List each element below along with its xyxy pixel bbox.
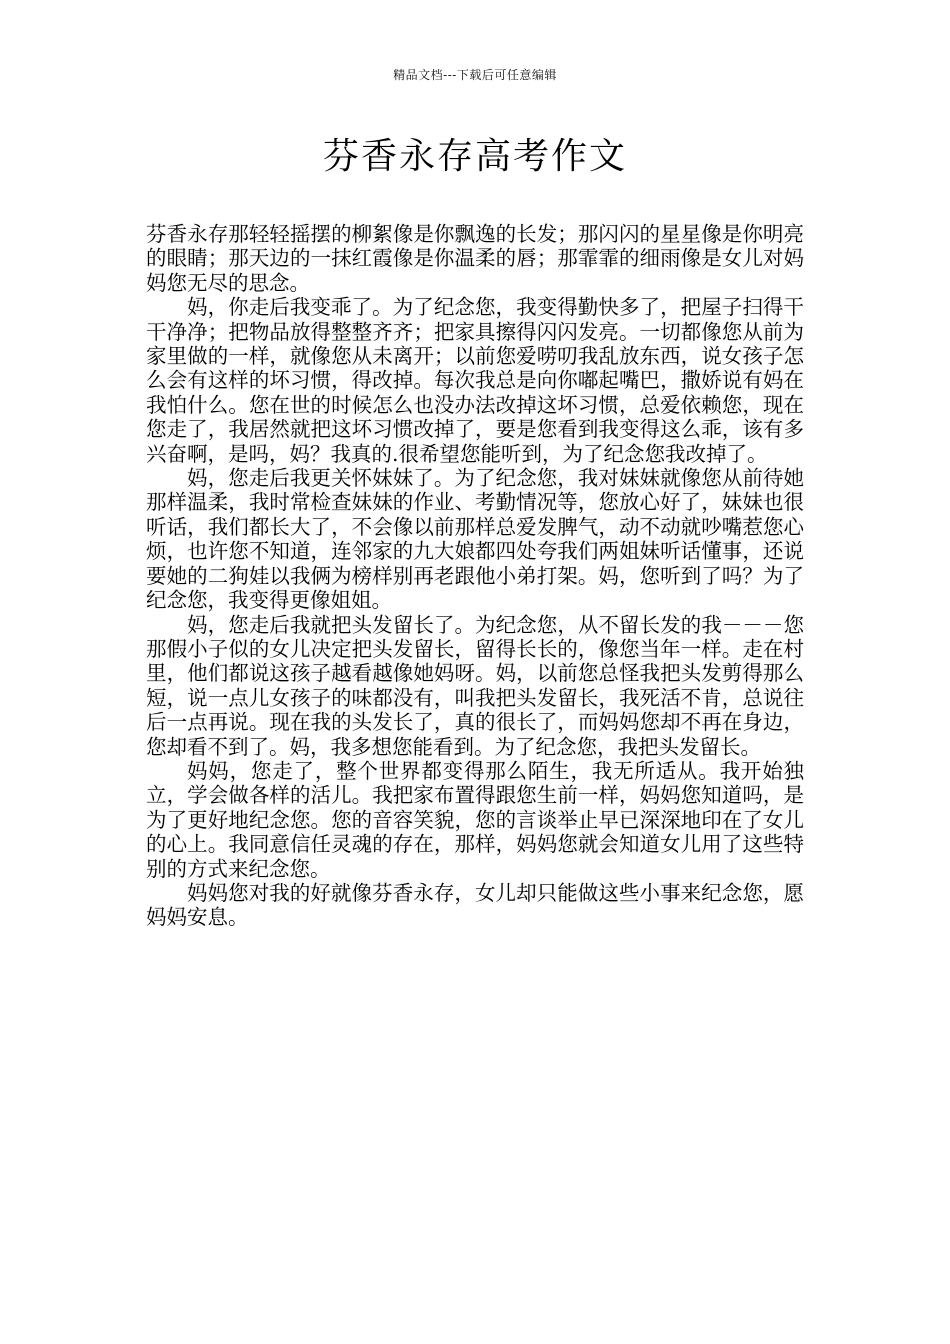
header-note: 精品文档---下载后可任意编辑	[393, 68, 557, 82]
document-body	[146, 222, 804, 930]
paragraph-5: 妈妈，您走了，整个世界都变得那么陌生，我无所适从。我开始独立，学会做各样的活儿。我把家布置得跟您生前一样，妈妈您知道吗，是为了更好地纪念您。您的音容笑貌，您的言谈举止早已深深地印在了女儿的心上。我同意信任灵魂的存在，那样，妈妈您就会知道女儿用了这些特别的方式来纪念您。	[146, 758, 804, 881]
paragraph-2: 妈，你走后我变乖了。为了纪念您，我变得勤快多了，把屋子扫得干干净净；把物品放得整整齐齐；把家具擦得闪闪发亮。一切都像您从前为家里做的一样，就像您从未离开；以前您爱唠叨我乱放东西，说女孩子怎么会有这样的坏习惯，得改掉。每次我总是向你嘟起嘴巴，撒娇说有妈在我怕什么。您在世的时候怎么也没办法改掉这坏习惯，总爱依赖您，现在您走了，我居然就把这坏习惯改掉了，要是您看到我变得这么乖，该有多兴奋啊，是吗，妈？我真的.很希望您能听到，为了纪念您我改掉了。	[146, 295, 804, 466]
paragraph-3: 妈，您走后我更关怀妹妹了。为了纪念您，我对妹妹就像您从前待她那样温柔，我时常检查妹妹的作业、考勤情况等，您放心好了，妹妹也很听话，我们都长大了，不会像以前那样总爱发脾气，动不动就吵嘴惹您心烦，也许您不知道，连邻家的九大娘都四处夸我们两姐妹听话懂事，还说要她的二狗娃以我俩为榜样别再老跟他小弟打架。妈，您听到了吗？为了纪念您，我变得更像姐姐。	[146, 466, 804, 613]
paragraph-1: 芬香永存那轻轻摇摆的柳絮像是你飘逸的长发；那闪闪的星星像是你明亮的眼睛；那天边的一抹红霞像是你温柔的唇；那霏霏的细雨像是女儿对妈妈您无尽的思念。	[146, 222, 804, 295]
paragraph-6: 妈妈您对我的好就像芬香永存，女儿却只能做这些小事来纪念您，愿妈妈安息。	[146, 880, 804, 930]
paragraph-4: 妈，您走后我就把头发留长了。为纪念您，从不留长发的我－－－您那假小子似的女儿决定把头发留长，留得长长的，像您当年一样。走在村里，他们都说这孩子越看越像她妈呀。妈，以前您总怪我把头发剪得那么短，说一点儿女孩子的味都没有，叫我把头发留长，我死活不肯，总说往后一点再说。现在我的头发长了，真的很长了，而妈妈您却不再在身边，您却看不到了。妈，我多想您能看到。为了纪念您，我把头发留长。	[146, 612, 804, 759]
document-title: 芬香永存高考作文	[322, 136, 627, 177]
